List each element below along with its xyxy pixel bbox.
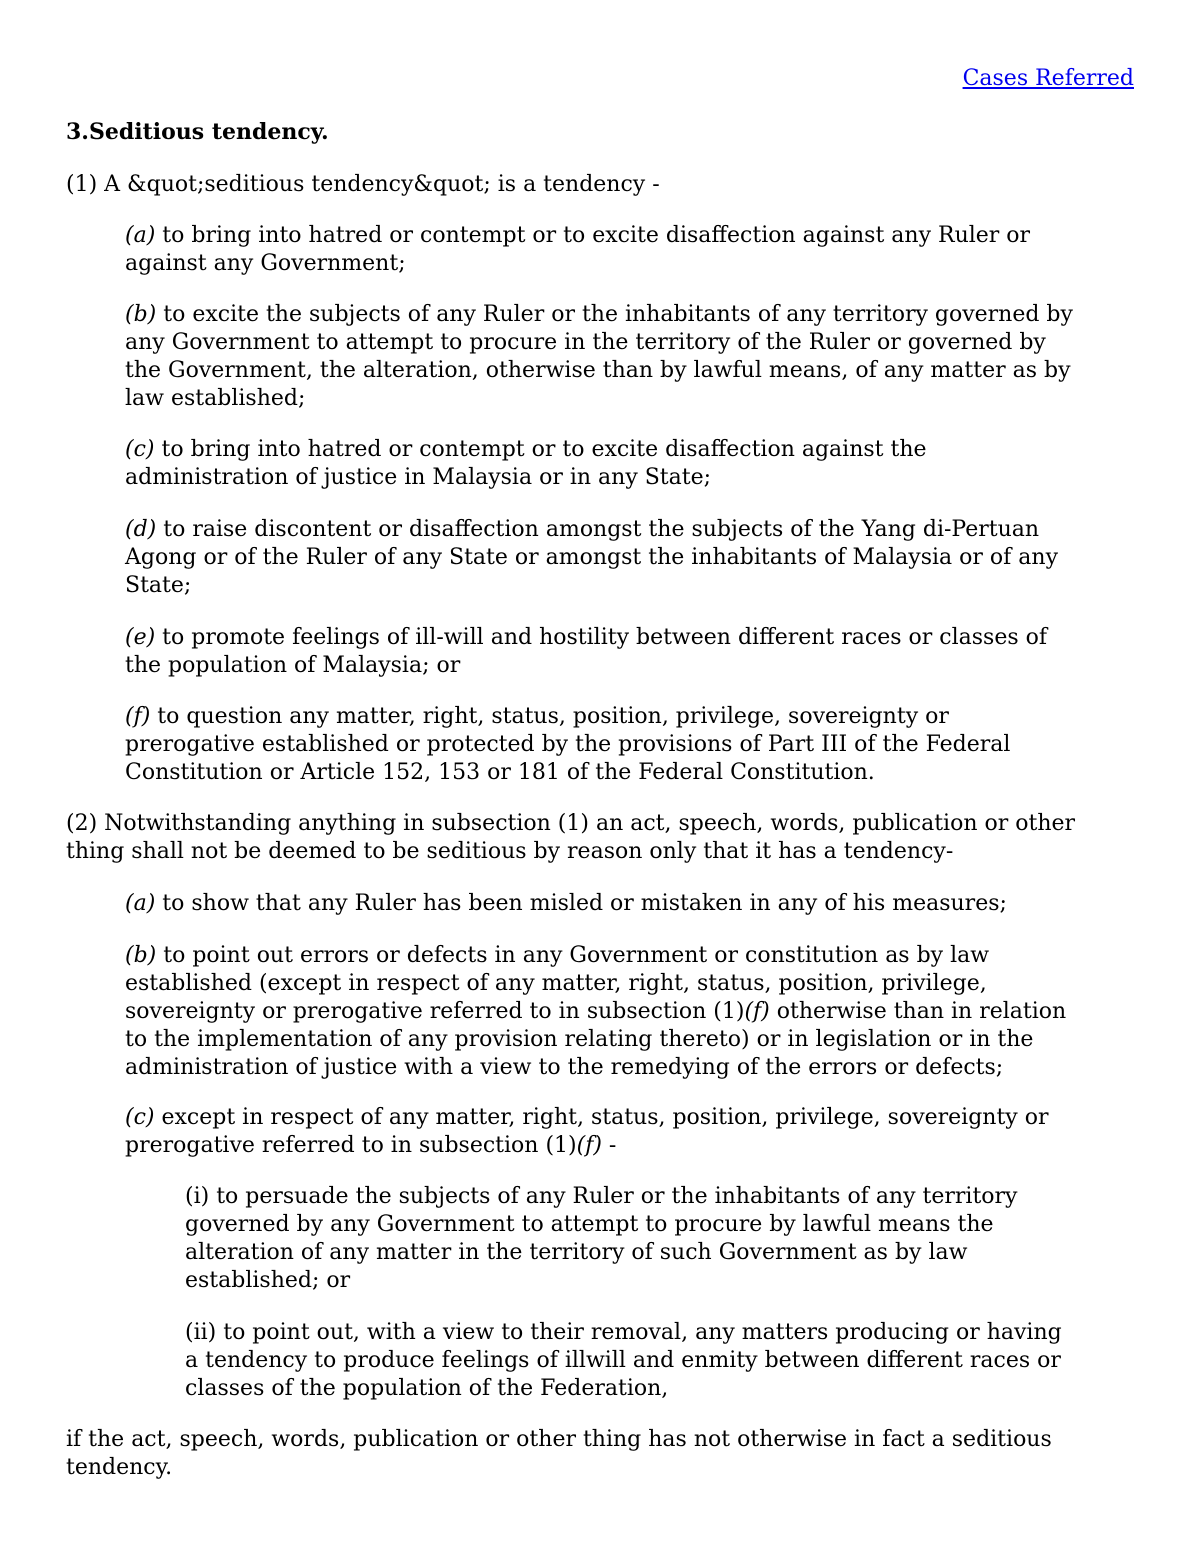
item-marker: (a) [125, 223, 156, 248]
item-marker: (d) [125, 517, 157, 542]
item-text: to bring into hatred or contempt or to excite disaffection against any Ruler or against any Government; [125, 223, 1031, 276]
item-text: to question any matter, right, status, position, privilege, sovereignty or prerogative established or protected by the provisions of Part III of the Federal Constitution or Article 152, 153 or 181 of the Federal Constitution. [125, 704, 1011, 785]
item-text: to point out errors or defects in any Government or constitution as by law established (except in respect of any matter, right, status, position, privilege, sovereignty or prerogative referred to in subsection (1) [125, 943, 990, 1024]
subsection-1-item-b [125, 301, 1085, 413]
item-marker: (e) [125, 625, 156, 650]
subsection-1-item-e [125, 624, 1085, 680]
subsection-2-closing: if the act, speech, words, publication or other thing has not otherwise in fact a seditious tendency. [66, 1427, 1052, 1480]
item-reference: (f) [576, 1133, 602, 1158]
subsection-2-sub-item-i: (i) to persuade the subjects of any Ruler or the inhabitants of any territory governed by any Government to attempt to procure by lawful means the alteration of any matter in the territory of such Government as by law established; or [185, 1184, 1018, 1293]
cases-referred-link[interactable]: Cases Referred [962, 66, 1134, 91]
subsection-2-item-c [125, 1104, 1085, 1160]
item-marker: (f) [125, 704, 151, 729]
subsection-2-sub-item-ii: (ii) to point out, with a view to their removal, any matters producing or having a tendency to produce feelings of illwill and enmity between different races or classes of the population of the Federation, [185, 1320, 1062, 1401]
item-text: to promote feelings of ill-will and hostility between different races or classes of the population of Malaysia; or [125, 625, 1048, 678]
subsection-2-item-a [125, 890, 1085, 918]
item-text: to raise discontent or disaffection amongst the subjects of the Yang di-Pertuan Agong or of the Ruler of any State or amongst the inhabitants of Malaysia or of any State; [125, 517, 1059, 598]
item-marker: (b) [125, 302, 157, 327]
item-marker: (c) [125, 437, 155, 462]
item-text: to show that any Ruler has been misled or mistaken in any of his measures; [155, 891, 1007, 916]
item-reference: (f) [744, 999, 770, 1024]
item-marker: (c) [125, 1105, 155, 1130]
item-text: - [601, 1133, 617, 1158]
item-text: otherwise than in relation to the implementation of any provision relating thereto) or in legislation or in the administration of justice with a view to the remedying of the errors or defects; [125, 999, 1067, 1080]
subsection-1-item-f [125, 703, 1085, 787]
item-text: to excite the subjects of any Ruler or the inhabitants of any territory governed by any Government to attempt to procure in the territory of the Ruler or governed by the Government, the alteration, otherwise than by lawful means, of any matter as by law established; [125, 302, 1073, 411]
subsection-1-intro: (1) A &quot;seditious tendency&quot; is a tendency - [66, 172, 660, 197]
subsection-2-item-b [125, 942, 1085, 1082]
subsection-1-item-c [125, 436, 1085, 492]
item-marker: (a) [125, 891, 156, 916]
subsection-2-intro: (2) Notwithstanding anything in subsection (1) an act, speech, words, publication or other thing shall not be deemed to be seditious by reason only that it has a tendency- [66, 811, 1076, 864]
subsection-1-item-a [125, 222, 1085, 278]
item-text: except in respect of any matter, right, status, position, privilege, sovereignty or prerogative referred to in subsection (1) [125, 1105, 1049, 1158]
header-link-row [66, 65, 1134, 93]
item-marker: (b) [125, 943, 157, 968]
section-heading: 3.Seditious tendency. [66, 119, 329, 145]
item-text: to bring into hatred or contempt or to excite disaffection against the administration of justice in Malaysia or in any State; [125, 437, 927, 490]
subsection-1-item-d [125, 516, 1085, 600]
